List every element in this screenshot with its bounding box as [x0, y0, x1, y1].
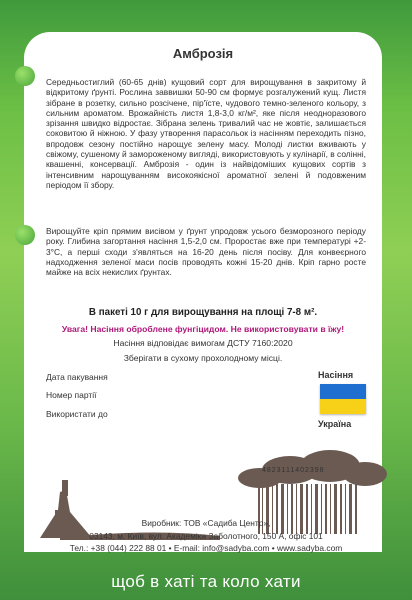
storage-text: Зберігати в сухому прохолодному місці.	[123, 353, 283, 363]
batch-number-field: Номер партії	[46, 390, 97, 400]
pack-date-field: Дата пакування	[46, 372, 108, 382]
bullet-dot-icon	[15, 66, 35, 86]
producer-address: 03143, м. Київ, вул. Академіка Заболотного, 150 А, офіс 101	[89, 531, 323, 541]
product-description: Середньостиглий (60-65 днів) кущовий сорт для вирощування в закритому й відкритому ґрунті. Рослина заввишки 50-90 см формує розгалужений кущ. Листя зібране в розетку, сильно розсічене, пір'їсте, чудового темно-зеленого кольору, з сильним ароматом. Врожайність листя 1,8-3,0 кг/м², яке після неодноразового зрізання швидко відростає. Зібрана зелень тривалий час не жовтіє, залишається соковитою й ніжною. У фазу утворення парасольок із насінням переходить пізно, впродовж сезону постійно нарощує зелену масу. Молоді листки вживають у свіжому, сушеному й замороженому вигляді, використовують у кулінарії, в солінні, квашенні, консервації. Амброзія - один із найвідоміших кущових сортів з інтенсивним нарощуванням високоякісної ароматної зелені й подовженим періодом її збору.	[46, 77, 366, 190]
barcode-number: 4823111402398	[262, 467, 325, 474]
use-by-field: Використати до	[46, 409, 108, 419]
product-title: Амброзія	[172, 46, 234, 61]
package-info: В пакеті 10 г для вирощування на площі 7-8 м².	[88, 307, 318, 318]
country-label: Україна	[318, 419, 352, 429]
seed-label: Насіння	[318, 370, 354, 380]
growing-instructions: Вирощуйте кріп прямим висівом у ґрунт упродовж усього безморозного періоду року. Глибина загортання насіння 1,5-2,0 см. Проростає вже при температурі +2-3°С, а перші сходи з'являться на 16-20 день після посіву. Для конвеєрного надходження зеленої маси посів проводять кожні 15-20 днів. Кріп гарно росте майже на всіх некислих ґрунтах.	[46, 226, 366, 278]
standard-text: Насіння відповідає вимогам ДСТУ 7160:2020	[113, 338, 293, 348]
bullet-dot-icon	[15, 225, 35, 245]
producer-name: Виробник: ТОВ «Садиба Центр»,	[141, 518, 271, 528]
ukraine-flag-icon	[320, 384, 366, 414]
brand-slogan: щоб в хаті та коло хати	[111, 572, 301, 591]
producer-contacts: Тел.: +38 (044) 222 88 01 • E-mail: info@sadyba.com • www.sadyba.com	[69, 543, 343, 553]
warning-text: Увага! Насіння оброблене фунгіцидом. Не використовувати в їжу!	[61, 324, 345, 334]
